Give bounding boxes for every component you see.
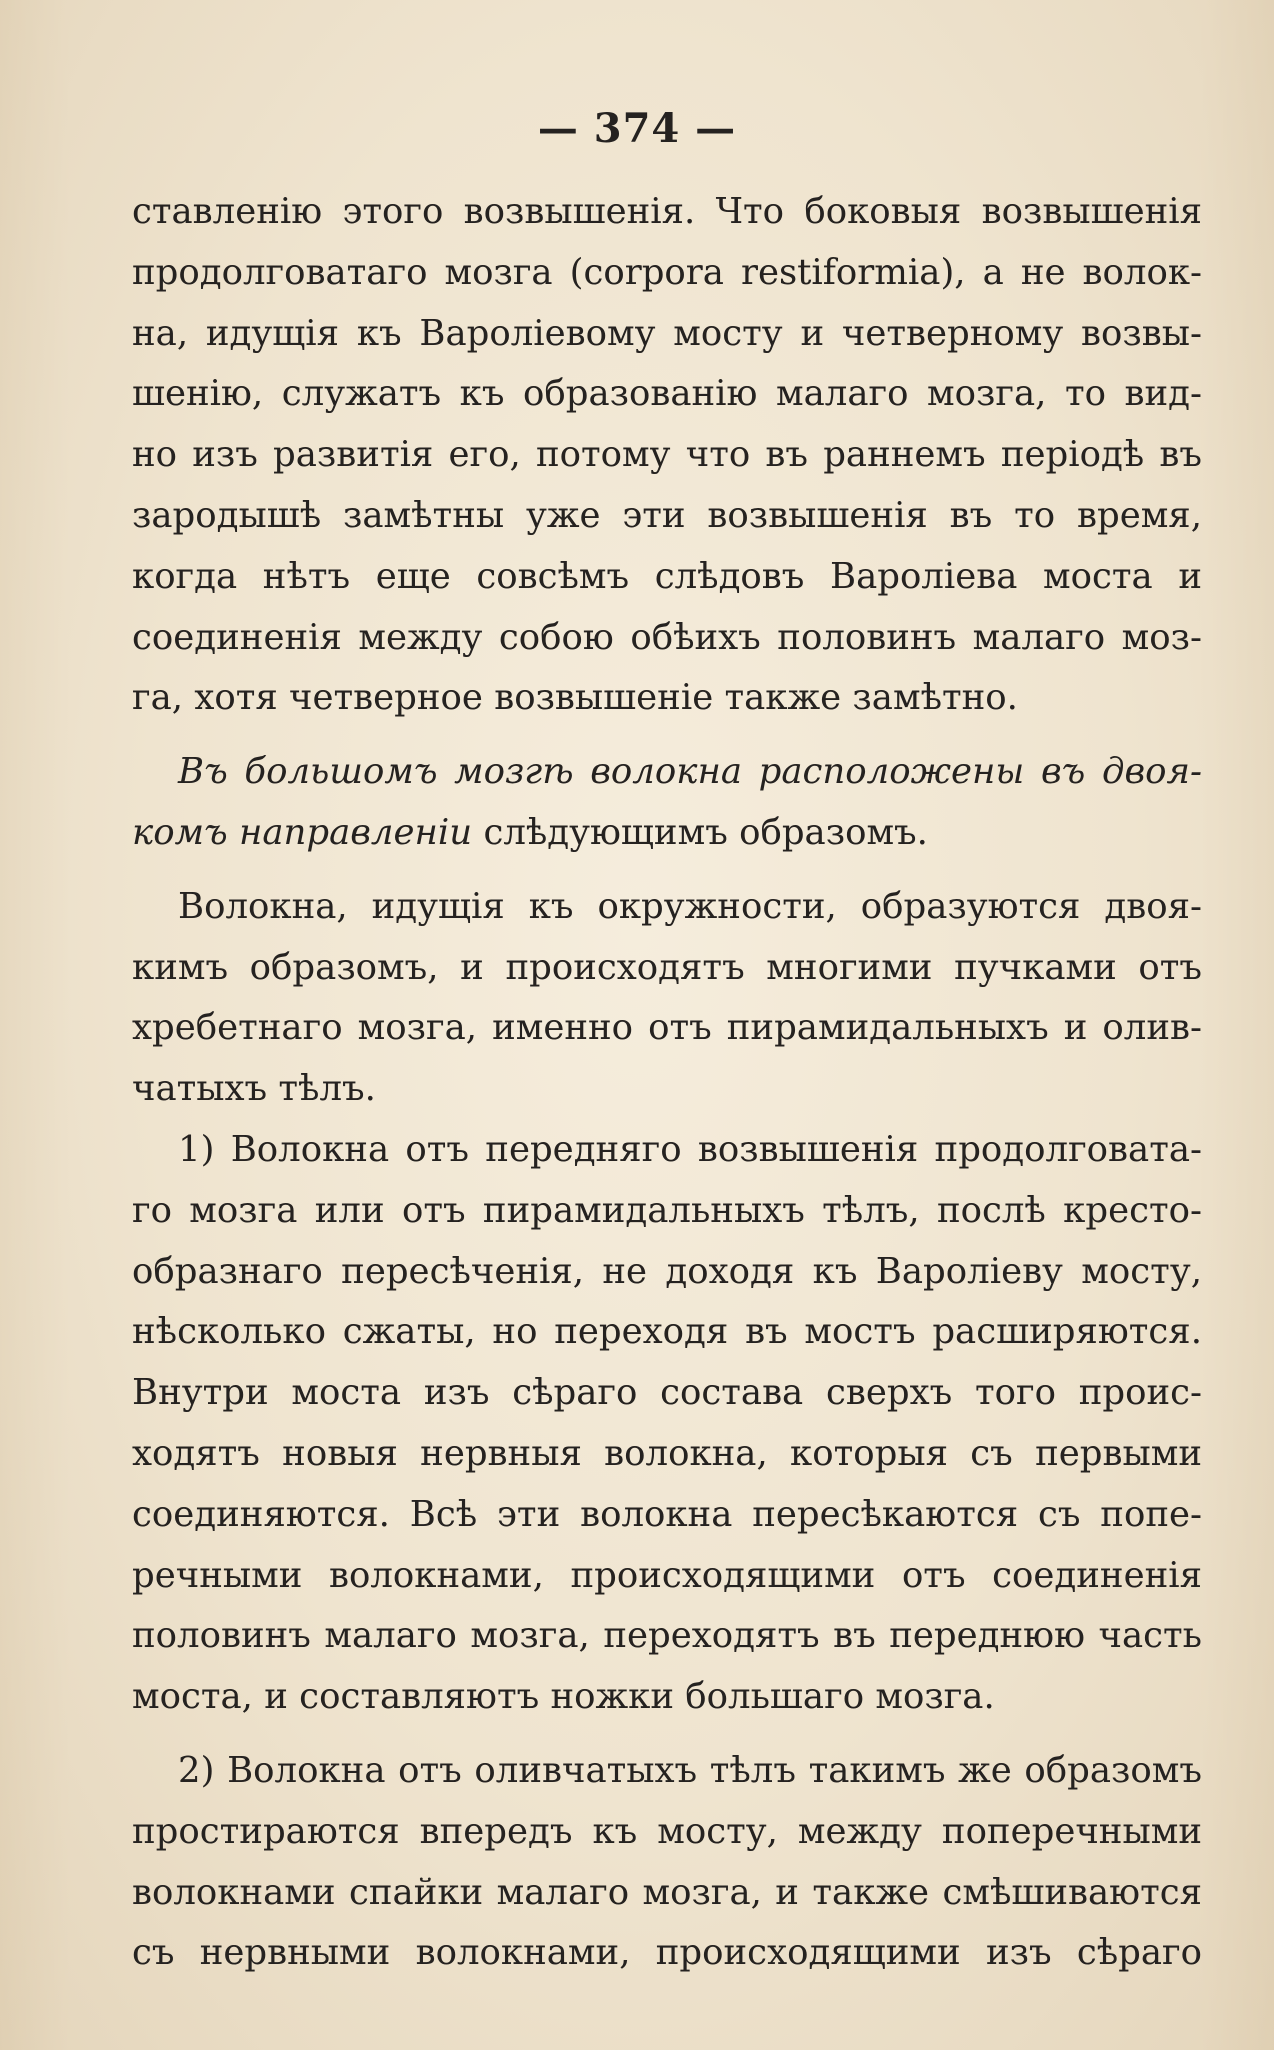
text-line: чатыхъ тѣлъ. [132, 1068, 376, 1110]
page-number: — 374 — [537, 105, 737, 152]
text-line: шенію, служатъ къ образованію малаго мозга, то вид- [132, 373, 1202, 415]
text-line: съ нервными волокнами, происходящими изъ сѣраго [132, 1932, 1202, 1974]
text-line: но изъ развитія его, потому что въ раннемъ періодѣ въ [132, 434, 1202, 476]
text-line: волокнами спайки малаго мозга, и также смѣшиваются [132, 1871, 1202, 1913]
paragraph-gap [132, 864, 1202, 877]
text-line: го мозга или отъ пирамидальныхъ тѣлъ, послѣ кресто- [132, 1189, 1202, 1231]
paragraph-gap [132, 729, 1202, 742]
text-line: соединенія между собою обѣихъ половинъ малаго моз- [132, 616, 1202, 658]
italic-heading-line: Въ большомъ мозгѣ волокна расположены въ двоя- [178, 751, 1202, 793]
text-line: на, идущія къ Вароліевому мосту и четверному возвы- [132, 312, 1202, 354]
text-line: простираются впередъ къ мосту, между поперечными [132, 1810, 1202, 1852]
plain-phrase: слѣдующимъ образомъ. [483, 811, 928, 853]
text-line: ходятъ новыя нервныя волокна, которыя съ первыми [132, 1432, 1202, 1474]
text-line: когда нѣтъ еще совсѣмъ слѣдовъ Вароліева моста и [132, 555, 1202, 597]
text-line: кимъ образомъ, и происходятъ многими пучками отъ [132, 946, 1202, 988]
text-line: хребетнаго мозга, именно отъ пирамидальныхъ и олив- [132, 1007, 1202, 1049]
text-line: моста, и составляютъ ножки большаго мозга. [132, 1676, 995, 1718]
text-line: Волокна, идущія къ окружности, образуются двоя- [178, 885, 1202, 927]
text-line: половинъ малаго мозга, переходятъ въ переднюю часть [132, 1615, 1202, 1657]
heading-line [132, 803, 1202, 864]
text-line: речными волокнами, происходящими отъ соединенія [132, 1554, 1202, 1596]
text-line: 2) Волокна отъ оливчатыхъ тѣлъ такимъ же образомъ [178, 1749, 1202, 1791]
text-line: 1) Волокна отъ передняго возвышенія продолговата- [178, 1128, 1202, 1170]
text-line: соединяются. Всѣ эти волокна пересѣкаются съ попе- [132, 1493, 1202, 1535]
text-line: зародышѣ замѣтны уже эти возвышенія въ то время, [132, 494, 1202, 536]
text-line: образнаго пересѣченія, не доходя къ Вароліеву мосту, [132, 1250, 1202, 1292]
text-line: Внутри моста изъ сѣраго состава сверхъ того проис- [132, 1372, 1202, 1414]
text-line: нѣсколько сжаты, но переходя въ мостъ расширяются. [132, 1311, 1202, 1353]
text-line: ставленію этого возвышенія. Что боковыя возвышенія [132, 191, 1202, 232]
text-line: га, хотя четверное возвышеніе также замѣтно. [132, 677, 1018, 719]
body-text [132, 182, 1202, 1984]
paragraph-gap [132, 1728, 1202, 1741]
italic-phrase: комъ направленіи [132, 811, 473, 853]
text-line: продолговатаго мозга (corpora restiformia), а не волок- [132, 251, 1202, 293]
